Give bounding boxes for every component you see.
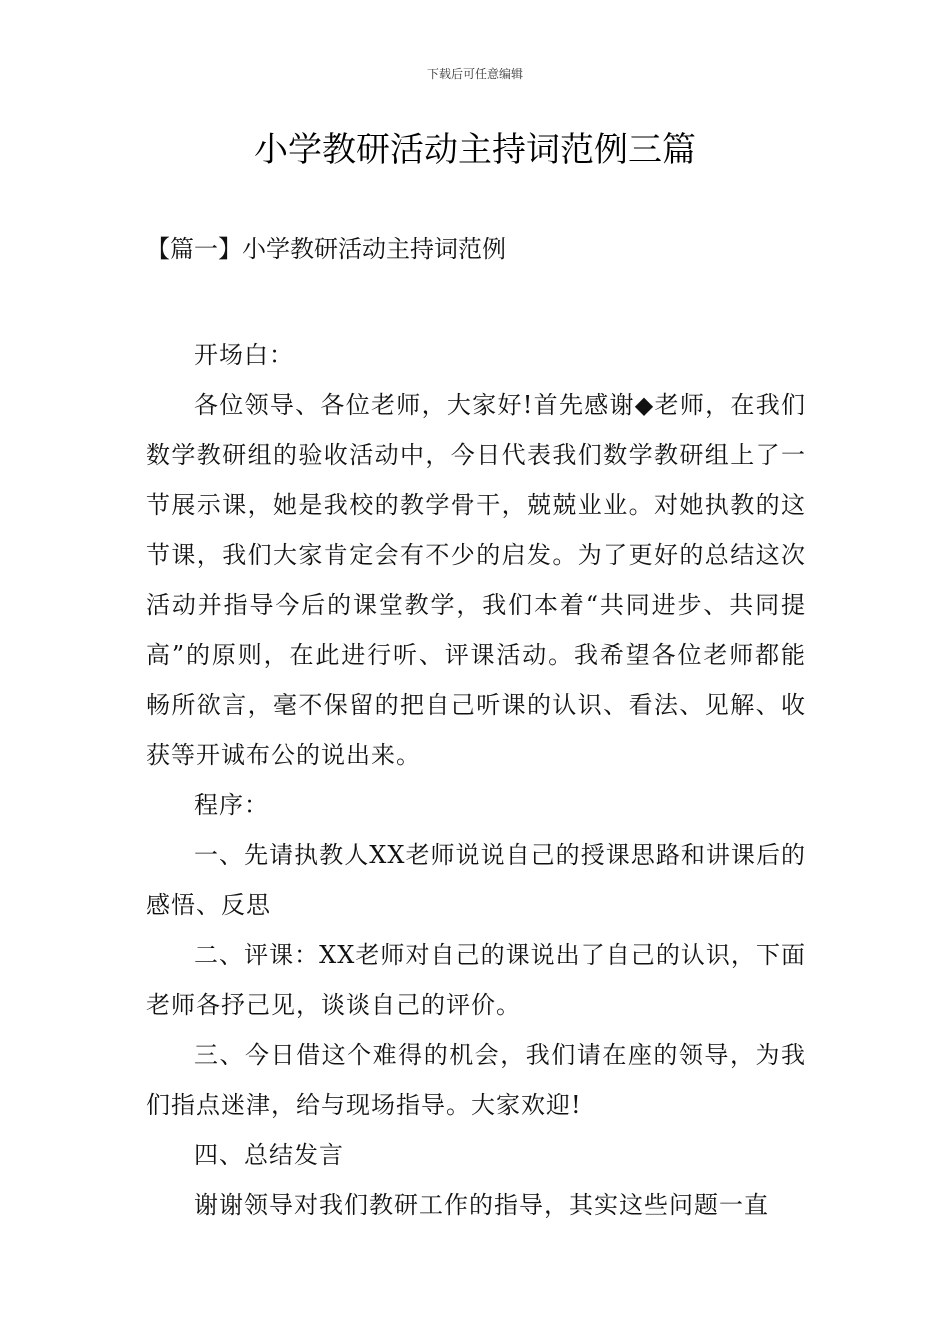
document-title: 小学教研活动主持词范例三篇: [254, 130, 696, 170]
paragraph-step-2: 二、评课：XX老师对自己的课说出了自己的认识，下面老师各抒己见，谈谈自己的评价。: [146, 941, 806, 1019]
document-body: [146, 330, 806, 1230]
paragraph-closing: 谢谢领导对我们教研工作的指导，其实这些问题一直: [194, 1191, 769, 1219]
paragraph-opening-label: 开场白：: [194, 341, 294, 369]
section-heading: 【篇一】小学教研活动主持词范例: [146, 235, 506, 263]
paragraph-step-1: 一、先请执教人XX老师说说自己的授课思路和讲课后的感悟、反思: [146, 841, 806, 919]
paragraph-step-3: 三、今日借这个难得的机会，我们请在座的领导，为我们指点迷津，给与现场指导。大家欢迎!: [146, 1041, 806, 1119]
paragraph-program-label: 程序：: [194, 791, 269, 819]
page-header: 下载后可任意编辑: [426, 67, 523, 81]
paragraph-opening-speech: 各位领导、各位老师，大家好!首先感谢◆老师，在我们数学教研组的验收活动中，今日代表我们数学教研组上了一节展示课，她是我校的教学骨干，兢兢业业。对她执教的这节课，我们大家肯定会有不少的启发。为了更好的总结这次活动并指导今后的课堂教学，我们本着“共同进步、共同提高”的原则，在此进行听、评课活动。我希望各位老师都能畅所欲言，毫不保留的把自己听课的认识、看法、见解、收获等开诚布公的说出来。: [146, 391, 806, 769]
paragraph-step-4: 四、总结发言: [194, 1141, 344, 1169]
